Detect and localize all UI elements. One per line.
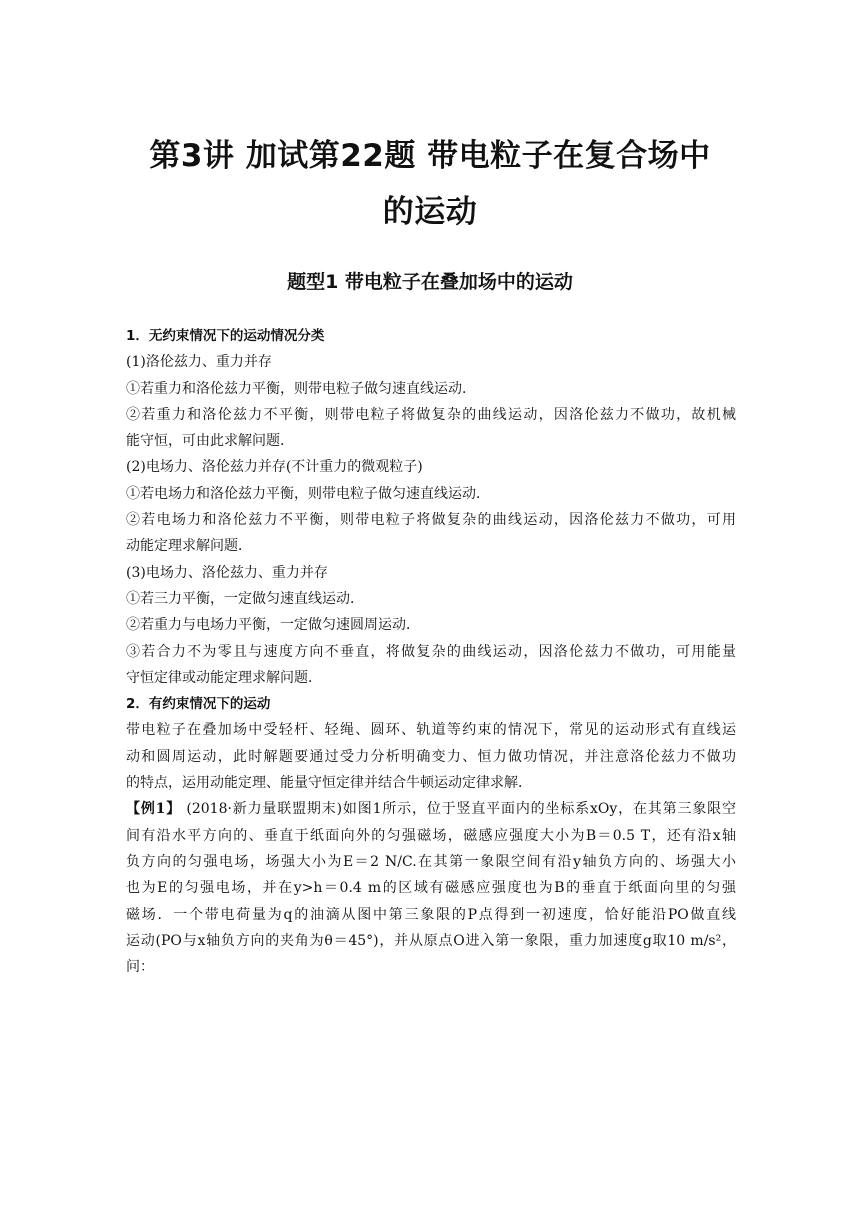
text-line: [126, 744, 736, 770]
text-line: [126, 796, 736, 822]
text-line: [126, 560, 736, 586]
text-line-content: 问：: [126, 959, 154, 976]
text-line-content: 磁场．一个带电荷量为q的油滴从图中第三象限的P点得到一初速度，恰好能沿PO做直线: [126, 906, 736, 923]
text-line-content: 间有沿水平方向的、垂直于纸面向外的匀强磁场，磁感应强度大小为B＝0.5 T，还有沿x轴: [126, 827, 736, 844]
text-line: [126, 612, 736, 638]
text-line-content: 动和圆周运动，此时解题要通过受力分析明确变力、恒力做功情况，并注意洛伦兹力不做功: [126, 748, 736, 765]
text-line: [126, 454, 736, 480]
text-line: [126, 770, 736, 796]
text-line: [126, 481, 736, 507]
text-line-content: (3)电场力、洛伦兹力、重力并存: [126, 564, 328, 581]
text-line: [126, 586, 736, 612]
chapter-title-line-2: 的运动: [382, 194, 478, 230]
text-line: [126, 349, 736, 375]
text-line: [126, 639, 736, 665]
text-line: [126, 875, 736, 901]
text-line-content: 负方向的匀强电场，场强大小为E＝2 N/C.在其第一象限空间有沿y轴负方向的、场强大小: [126, 853, 736, 870]
text-line-content: ②若电场力和洛伦兹力不平衡，则带电粒子将做复杂的曲线运动，因洛伦兹力不做功，可用: [126, 512, 736, 529]
text-line: [126, 928, 736, 954]
text-line: [126, 665, 736, 691]
text-line: [126, 323, 736, 349]
text-line: [126, 691, 736, 717]
text-line-content: 运动(PO与x轴负方向的夹角为θ＝45°)，并从原点O进入第一象限，重力加速度g取10 m/s²，: [126, 932, 736, 949]
text-line-content: ①若三力平衡，一定做匀速直线运动．: [126, 590, 364, 607]
text-line: [126, 954, 736, 980]
text-line-content: 也为E的匀强电场，并在y>h＝0.4 m的区域有磁感应强度也为B的垂直于纸面向里的匀强: [126, 880, 736, 897]
text-line-content: 1．无约束情况下的运动情况分类: [126, 328, 325, 344]
text-line-content: ②若重力与电场力平衡，一定做匀速圆周运动．: [126, 617, 420, 634]
text-line-content: ①若重力和洛伦兹力平衡，则带电粒子做匀速直线运动．: [126, 380, 476, 397]
text-line: [126, 533, 736, 559]
text-line-content: (2)电场力、洛伦兹力并存(不计重力的微观粒子): [126, 459, 423, 476]
text-line: [126, 376, 736, 402]
text-line: [126, 402, 736, 428]
text-line-content: (1)洛伦兹力、重力并存: [126, 354, 272, 371]
text-line-content: 动能定理求解问题．: [126, 538, 252, 555]
text-line-content: 的特点，运用动能定理、能量守恒定律并结合牛顿运动定律求解．: [126, 775, 532, 792]
text-line: [126, 507, 736, 533]
text-line: [126, 902, 736, 928]
text-line: [126, 823, 736, 849]
text-line-content: ③若合力不为零且与速度方向不垂直，将做复杂的曲线运动，因洛伦兹力不做功，可用能量: [126, 643, 736, 660]
text-line: [126, 717, 736, 743]
text-line-content: 能守恒，可由此求解问题.: [126, 433, 285, 450]
section-subtitle: 题型1 带电粒子在叠加场中的运动: [287, 271, 573, 293]
text-line-content: ①若电场力和洛伦兹力平衡，则带电粒子做匀速直线运动．: [126, 485, 490, 502]
text-line-content: 守恒定律或动能定理求解问题．: [126, 669, 322, 686]
chapter-title-line-1: 第3讲 加试第22题 带电粒子在复合场中: [149, 138, 711, 174]
text-line-content: 2．有约束情况下的运动: [126, 696, 271, 713]
text-line: [126, 849, 736, 875]
text-line-content: ②若重力和洛伦兹力不平衡，则带电粒子将做复杂的曲线运动，因洛伦兹力不做功，故机械: [126, 406, 736, 423]
text-line-content: (2018·新力量联盟期末)如图1所示，位于竖直平面内的坐标系xOy，在其第三象限空: [181, 801, 736, 818]
document-body: [126, 323, 736, 980]
text-line: [126, 428, 736, 454]
text-line-content: 带电粒子在叠加场中受轻杆、轻绳、圆环、轨道等约束的情况下，常见的运动形式有直线运: [126, 722, 736, 739]
example-tag: 【例1】: [126, 801, 182, 818]
